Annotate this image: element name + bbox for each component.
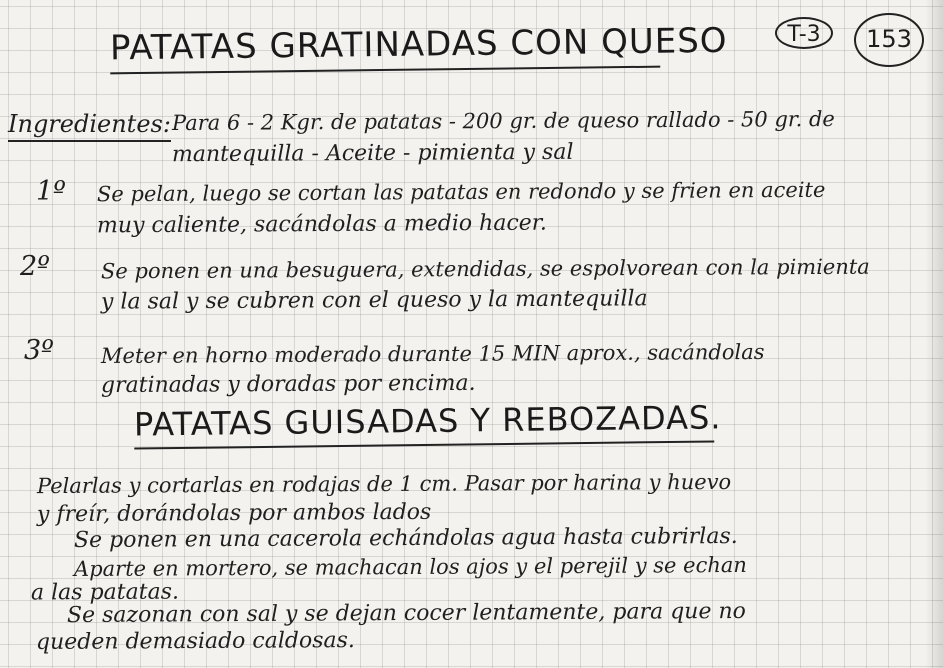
recipe-2-line-3: Se ponen en una cacerola echándolas agua hasta cubrirlas. <box>73 523 738 554</box>
recipe-2-line-4: Aparte en mortero, se machacan los ajos y el perejil y se echan <box>73 552 747 582</box>
recipe-1-step-1-number: 1º <box>36 176 66 207</box>
recipe-2-line-2: y freír, dorándolas por ambos lados <box>36 499 432 528</box>
recipe-1-step-3-number: 3º <box>24 335 54 366</box>
ingredients-line-1: Para 6 - 2 Kgr. de patatas - 200 gr. de queso rallado - 50 gr. de <box>171 106 835 136</box>
recipe-1-step-2-number: 2º <box>20 251 50 282</box>
ingredients-label: Ingredientes: <box>8 110 171 142</box>
recipe-1-step-2-line-1: Se ponen en una besuguera, extendidas, se espolvorean con la pimienta <box>100 254 870 284</box>
recipe-1-step-1-line-2: muy caliente, sacándolas a medio hacer. <box>96 210 547 239</box>
recipe-2-title: PATATAS GUISADAS Y REBOZADAS. <box>134 398 714 449</box>
recipe-2-line-1: Pelarlas y cortarlas en rodajas de 1 cm. Pasar por harina y huevo <box>36 469 732 499</box>
recipe-1-step-2-line-2: y la sal y se cubren con el queso y la mantequilla <box>100 286 648 315</box>
recipe-2-line-6: Se sazonan con sal y se dejan cocer lentamente, para que no <box>66 598 746 629</box>
series-tag: T-3 <box>775 17 833 49</box>
recipe-1-step-1-line-1: Se pelan, luego se cortan las patatas en redondo y se frien en aceite <box>96 177 826 207</box>
recipe-2-line-7: queden demasiado caldosas. <box>35 628 355 655</box>
ingredients-line-2: mantequilla - Aceite - pimienta y sal <box>171 139 574 168</box>
recipe-1-step-3-line-2: gratinadas y doradas por encima. <box>100 370 476 399</box>
recipe-1-title: PATATAS GRATINADAS CON QUESO <box>110 22 661 75</box>
page-number-tag: 153 <box>854 13 924 67</box>
page-edge-shadow <box>925 0 943 668</box>
recipe-1-step-3-line-1: Meter en horno moderado durante 15 MIN aprox., sacándolas <box>100 339 765 369</box>
recipe-2-line-5: a las patatas. <box>30 579 180 606</box>
